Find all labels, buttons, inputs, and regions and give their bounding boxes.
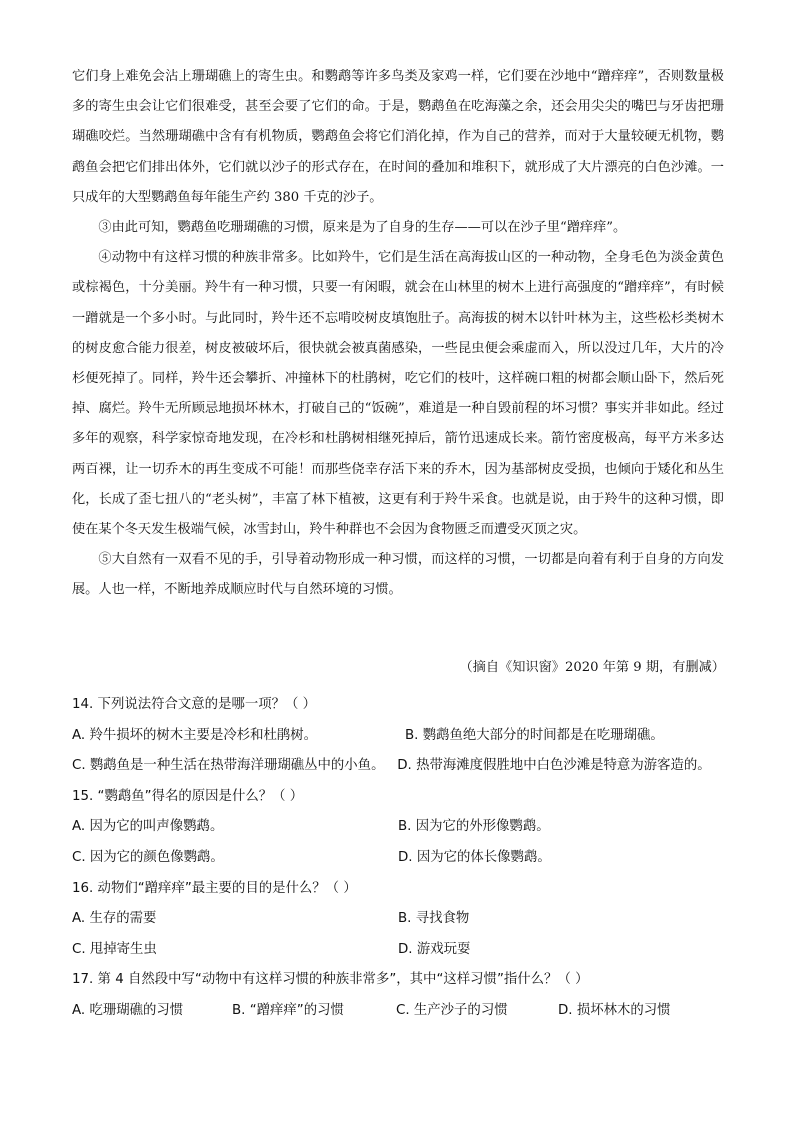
paragraph-2-continued: 它们身上难免会沾上珊瑚礁上的寄生虫。和鹦鹉等许多鸟类及家鸡一样，它们要在沙地中“蹭痒痒”，否则数量极多的寄生虫会让它们很难受，甚至会要了它们的命。于是，鹦鹉鱼在吃海藻之余，还会用尖尖的嘴巴与牙齿把珊瑚礁咬烂。当然珊瑚礁中含有有机物质，鹦鹉鱼会将它们消化掉，作为自己的营养，而对于大量较硬无机物，鹦鹉鱼会把它们排出体外，它们就以沙子的形式存在，在时间的叠加和堆积下，就形成了大片漂亮的白色沙滩。一只成年的大型鹦鹉鱼每年能生产约 380 千克的沙子。 xyxy=(72,69,724,205)
paragraph-4: ④动物中有这样习惯的种族非常多。比如羚牛，它们是生活在高海拔山区的一种动物，全身毛色为淡金黄色或棕褐色，十分美丽。羚牛有一种习惯，只要一有闲暇，就会在山林里的树木上进行高强度的“蹭痒痒”，有时候一蹭就是一个多小时。与此同时，羚牛还不忘啃咬树皮填饱肚子。高海拔的树木以针叶林为主，这些松杉类树木的树皮愈合能力很差，树皮被破坏后，很快就会被真菌感染，一些昆虫便会乘虚而入，所以没过几年，大片的冷杉便死掉了。同样，羚牛还会攀折、冲撞林下的杜鹃树，吃它们的枝叶，这样碗口粗的树都会顺山卧下，然后死掉、腐烂。羚牛无所顾忌地损坏林木，打破自己的“饭碗”，难道是一种自毁前程的坏习惯？事实并非如此。经过多年的观察，科学家惊奇地发现，在冷杉和杜鹃树相继死掉后，箭竹迅速成长来。箭竹密度极高，每平方米多达两百裸，让一切乔木的再生变成不可能！而那些侥幸存活下来的乔木，因为基部树皮受损，也倾向于矮化和丛生化，长成了歪七扭八的“老头树”，丰富了林下植被，这更有利于羚牛采食。也就是说，由于羚牛的这种习惯，即使在某个冬天发生极端气候，冰雪封山，羚牛种群也不会因为食物匮乏而遭受灭顶之灾。 xyxy=(72,250,724,538)
question-15-option-b[interactable]: B. 因为它的外形像鹦鹉。 xyxy=(398,819,550,835)
question-16-option-d[interactable]: D. 游戏玩耍 xyxy=(398,941,471,957)
question-14-options-row-2 xyxy=(72,751,724,782)
question-15-option-a[interactable]: A. 因为它的叫声像鹦鹉。 xyxy=(72,819,224,835)
question-14-option-b[interactable]: B. 鹦鹉鱼绝大部分的时间都是在吃珊瑚礁。 xyxy=(405,727,664,743)
question-16-option-a[interactable]: A. 生存的需要 xyxy=(72,911,157,927)
question-16-options-row-2 xyxy=(72,935,724,966)
question-17-option-a[interactable]: A. 吃珊瑚礁的习惯 xyxy=(72,1002,184,1018)
question-list xyxy=(72,690,724,1027)
question-17-stem: 17. 第 4 自然段中写“动物中有这样习惯的种族非常多”，其中“这样习惯”指什么？（ ） xyxy=(72,972,589,988)
question-16-option-b[interactable]: B. 寻找食物 xyxy=(398,911,470,927)
question-17-options-row xyxy=(72,996,724,1027)
question-17-option-b[interactable]: B. “蹭痒痒”的习惯 xyxy=(232,1002,344,1018)
paragraph-5: ⑤大自然有一双看不见的手，引导着动物形成一种习惯，而这样的习惯，一切都是向着有利于自身的方向发展。人也一样，不断地养成顺应时代与自然环境的习惯。 xyxy=(72,552,724,598)
question-15-stem: 15. “鹦鹉鱼”得名的原因是什么？（ ） xyxy=(72,788,304,804)
question-15-options-row-1 xyxy=(72,812,724,843)
question-14-stem: 14. 下列说法符合文意的是哪一项？（ ） xyxy=(72,697,317,712)
question-17-option-c[interactable]: C. 生产沙子的习惯 xyxy=(396,1002,508,1018)
question-16-option-c[interactable]: C. 甩掉寄生虫 xyxy=(72,941,157,957)
question-14-option-a[interactable]: A. 羚牛损坏的树木主要是冷杉和杜鹃树。 xyxy=(72,727,318,743)
question-14-option-d[interactable]: D. 热带海滩度假胜地中白色沙滩是特意为游客造的。 xyxy=(397,758,711,774)
question-16-stem: 16. 动物们“蹭痒痒”最主要的目的是什么？（ ） xyxy=(72,880,357,896)
question-16-options-row-1 xyxy=(72,904,724,935)
question-14-option-c[interactable]: C. 鹦鹉鱼是一种生活在热带海洋珊瑚礁丛中的小鱼。 xyxy=(72,758,385,774)
question-15-option-c[interactable]: C. 因为它的颜色像鹦鹉。 xyxy=(72,849,224,865)
reading-passage xyxy=(72,62,724,606)
passage-source: （摘自《知识窗》2020 年第 9 期，有删减） xyxy=(459,660,725,675)
question-15-option-d[interactable]: D. 因为它的体长像鹦鹉。 xyxy=(398,849,551,865)
question-17-option-d[interactable]: D. 损坏林木的习惯 xyxy=(558,1002,671,1018)
question-15-options-row-2 xyxy=(72,843,724,874)
paragraph-3: ③由此可知，鹦鹉鱼吃珊瑚礁的习惯，原来是为了自身的生存——可以在沙子里“蹭痒痒”。 xyxy=(98,220,627,236)
question-14-options-row-1 xyxy=(72,721,724,752)
